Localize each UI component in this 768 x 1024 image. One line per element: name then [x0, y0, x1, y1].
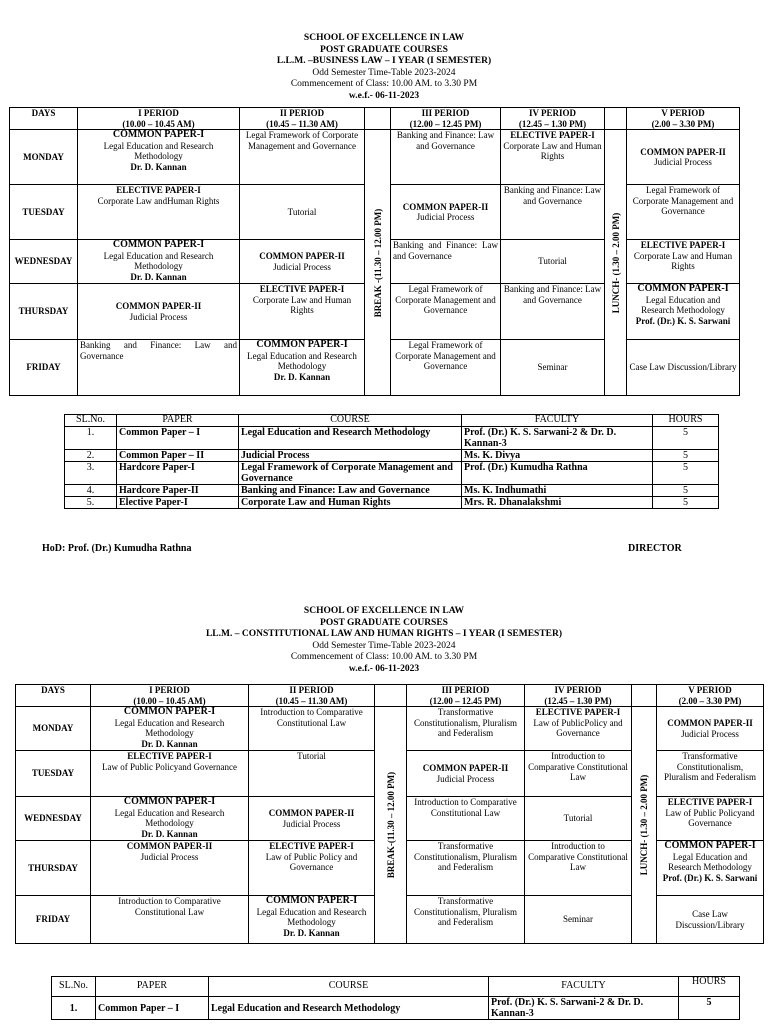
class-cell: COMMON PAPER-II Judicial Process — [627, 130, 740, 185]
lunch-label: LUNCH- (1.30 – 2.00 PM) — [638, 774, 649, 876]
doc2-timetable — [15, 684, 764, 944]
hod-signature: HoD: Prof. (Dr.) Kumudha Rathna — [42, 543, 192, 554]
class-cell: Introduction to Comparative Constitutional Law — [525, 841, 632, 896]
doc1-header — [0, 33, 768, 102]
class-cell: COMMON PAPER-II Judicial Process — [249, 797, 375, 841]
break-band — [365, 130, 391, 396]
class-cell: Introduction to Comparative Constitutional Law — [525, 751, 632, 797]
lunch-label: LUNCH- (1.30 – 2.00 PM) — [610, 212, 621, 313]
course-cell: Banking and Finance: Law and Governance — [239, 484, 462, 496]
course-cell: Legal Framework of Corporate Management and Governance — [239, 461, 462, 484]
period-5-header: V PERIOD (2.00 – 3.30 PM) — [657, 685, 764, 707]
course-header: COURSE — [239, 415, 462, 427]
sl-cell: 1. — [52, 997, 96, 1020]
course-row — [65, 496, 719, 508]
doc2-course-title: LL.M. – CONSTITUTIONAL LAW AND HUMAN RIGHTS – I YEAR (I SEMESTER) — [205, 629, 563, 639]
course-cell: Corporate Law and Human Rights — [239, 496, 462, 508]
paper-cell: Common Paper – II — [117, 449, 239, 461]
faculty-cell: Prof. (Dr.) Kumudha Rathna — [462, 461, 653, 484]
doc2-pg-title: POST GRADUATE COURSES — [320, 617, 448, 628]
class-cell: Banking and Finance: Law and Governance — [501, 284, 605, 340]
course-row — [65, 426, 719, 449]
class-cell: COMMON PAPER-II Judicial Process — [91, 841, 249, 896]
period-3-header: III PERIOD (12.00 – 12.45 PM) — [407, 685, 525, 707]
class-cell: Banking and Finance: Law and Governance — [391, 240, 501, 284]
doc1-course-table — [64, 414, 719, 509]
course-table-header — [65, 415, 719, 427]
doc2-row-monday — [16, 707, 764, 751]
hours-cell: 5 — [653, 484, 719, 496]
class-cell: Legal Framework of Corporate Management and Governance — [627, 185, 740, 240]
course-row — [65, 449, 719, 461]
day-label: TUESDAY — [16, 751, 91, 797]
break-band — [375, 707, 407, 944]
class-cell: COMMON PAPER-I Legal Education and Research Methodology Dr. D. Kannan — [78, 130, 240, 185]
class-cell: Legal Framework of Corporate Management and Governance — [240, 130, 365, 185]
doc2-header — [0, 606, 768, 675]
class-cell: ELECTIVE PAPER-I Corporate Law andHuman Rights — [78, 185, 240, 240]
doc1-header-row — [10, 108, 740, 130]
doc1-pg-title: POST GRADUATE COURSES — [320, 44, 448, 55]
paper-header: PAPER — [96, 977, 209, 997]
class-cell: ELECTIVE PAPER-I Law of Public Policyand Governance — [657, 797, 764, 841]
day-label: FRIDAY — [10, 340, 78, 396]
day-label: WEDNESDAY — [10, 240, 78, 284]
day-label: FRIDAY — [16, 896, 91, 944]
course-row — [52, 997, 740, 1020]
sl-cell: 5. — [65, 496, 117, 508]
class-cell: Legal Framework of Corporate Management and Governance — [391, 340, 501, 396]
hours-cell: 5 — [653, 449, 719, 461]
period-2-header: II PERIOD (10.45 – 11.30 AM) — [249, 685, 375, 707]
lunch-band — [632, 707, 657, 944]
class-cell: Transformative Constitutionalism, Pluralism and Federalism — [407, 896, 525, 944]
class-cell: Case Law Discussion/Library — [657, 896, 764, 944]
class-cell: ELECTIVE PAPER-I Law of Public Policyand Governance — [91, 751, 249, 797]
paper-cell: Common Paper – I — [117, 426, 239, 449]
day-label: THURSDAY — [10, 284, 78, 340]
class-cell: COMMON PAPER-I Legal Education and Research Methodology Dr. D. Kannan — [78, 240, 240, 284]
faculty-cell: Ms. K. Divya — [462, 449, 653, 461]
course-cell: Judicial Process — [239, 449, 462, 461]
paper-cell: Hardcore Paper-I — [117, 461, 239, 484]
class-cell: ELECTIVE PAPER-I Law of PublicPolicy and Governance — [525, 707, 632, 751]
break-gap-header — [375, 685, 407, 707]
class-cell: ELECTIVE PAPER-I Law of Public Policy and Governance — [249, 841, 375, 896]
course-cell: Legal Education and Research Methodology — [239, 426, 462, 449]
class-cell: COMMON PAPER-II Judicial Process — [78, 284, 240, 340]
day-label: THURSDAY — [16, 841, 91, 896]
class-cell: COMMON PAPER-I Legal Education and Research Methodology Dr. D. Kannan — [91, 707, 249, 751]
class-cell: Transformative Constitutionalism, Pluralism and Federalism — [657, 751, 764, 797]
doc2-term: Odd Semester Time-Table 2023-2024 — [312, 640, 456, 651]
class-cell: COMMON PAPER-II Judicial Process — [391, 185, 501, 240]
period-1-header: I PERIOD (10.00 – 10.45 AM) — [91, 685, 249, 707]
doc2-wef: w.e.f.- 06-11-2023 — [348, 663, 420, 674]
class-cell: Introduction to Comparative Constitutional Law — [407, 797, 525, 841]
class-cell: COMMON PAPER-I Legal Education and Research Methodology Prof. (Dr.) K. S. Sarwani — [657, 841, 764, 896]
course-row — [65, 461, 719, 484]
faculty-header: FACULTY — [489, 977, 679, 997]
hours-cell: 5 — [653, 461, 719, 484]
hours-header: HOURS — [679, 977, 740, 997]
class-cell: Banking and Finance: Law and Governance — [501, 185, 605, 240]
period-1-header: I PERIOD (10.00 – 10.45 AM) — [78, 108, 240, 130]
doc1-wef: w.e.f.- 06-11-2023 — [348, 90, 420, 101]
break-label: BREAK -(11.30 – 12.00 PM) — [372, 208, 383, 317]
doc2-course-table — [51, 976, 740, 1020]
director-signature: DIRECTOR — [628, 543, 682, 554]
paper-header: PAPER — [117, 415, 239, 427]
sl-cell: 2. — [65, 449, 117, 461]
sl-header: SL.No. — [52, 977, 96, 997]
class-cell: Tutorial — [240, 185, 365, 240]
day-label: WEDNESDAY — [16, 797, 91, 841]
faculty-cell: Ms. K. Indhumathi — [462, 484, 653, 496]
class-cell: COMMON PAPER-I Legal Education and Research Methodology Prof. (Dr.) K. S. Sarwani — [627, 284, 740, 340]
class-cell: Tutorial — [501, 240, 605, 284]
doc2-header-row — [16, 685, 764, 707]
class-cell: Banking and Finance: Law and Governance — [78, 340, 240, 396]
class-cell: Introduction to Comparative Constitutional Law — [249, 707, 375, 751]
period-2-header: II PERIOD (10.45 – 11.30 AM) — [240, 108, 365, 130]
paper-cell: Hardcore Paper-II — [117, 484, 239, 496]
class-cell: Transformative Constitutionalism, Pluralism and Federalism — [407, 841, 525, 896]
days-header: DAYS — [16, 685, 91, 707]
class-cell: ELECTIVE PAPER-I Corporate Law and Human Rights — [627, 240, 740, 284]
period-4-header: IV PERIOD (12.45 – 1.30 PM) — [501, 108, 605, 130]
hours-cell: 5 — [679, 997, 740, 1020]
doc1-term: Odd Semester Time-Table 2023-2024 — [312, 67, 456, 78]
day-label: MONDAY — [10, 130, 78, 185]
doc1-timetable — [9, 107, 740, 396]
class-cell: Legal Framework of Corporate Management and Governance — [391, 284, 501, 340]
lunch-gap-header — [632, 685, 657, 707]
class-cell: COMMON PAPER-II Judicial Process — [657, 707, 764, 751]
class-cell: COMMON PAPER-I Legal Education and Research Methodology Dr. D. Kannan — [91, 797, 249, 841]
course-table-header — [52, 977, 740, 997]
course-row — [65, 484, 719, 496]
lunch-gap-header — [605, 108, 627, 130]
class-cell: COMMON PAPER-II Judicial Process — [240, 240, 365, 284]
class-cell: Introduction to Comparative Constitutional Law — [91, 896, 249, 944]
day-label: TUESDAY — [10, 185, 78, 240]
class-cell: Case Law Discussion/Library — [627, 340, 740, 396]
period-5-header: V PERIOD (2.00 – 3.30 PM) — [627, 108, 740, 130]
class-cell: Banking and Finance: Law and Governance — [391, 130, 501, 185]
class-cell: Seminar — [525, 896, 632, 944]
class-cell: COMMON PAPER-II Judicial Process — [407, 751, 525, 797]
doc1-school-title: SCHOOL OF EXCELLENCE IN LAW — [303, 33, 465, 43]
doc2-commencement: Commencement of Class: 10.00 AM. to 3.30 PM — [290, 652, 478, 662]
faculty-cell: Mrs. R. Dhanalakshmi — [462, 496, 653, 508]
class-cell: COMMON PAPER-I Legal Education and Research Methodology Dr. D. Kannan — [240, 340, 365, 396]
class-cell: Transformative Constitutionalism, Pluralism and Federalism — [407, 707, 525, 751]
period-4-header: IV PERIOD (12.45 – 1.30 PM) — [525, 685, 632, 707]
class-cell: Seminar — [501, 340, 605, 396]
break-gap-header — [365, 108, 391, 130]
faculty-header: FACULTY — [462, 415, 653, 427]
hours-cell: 5 — [653, 496, 719, 508]
class-cell: ELECTIVE PAPER-I Corporate Law and Human Rights — [501, 130, 605, 185]
hours-header: HOURS — [653, 415, 719, 427]
paper-cell: Elective Paper-I — [117, 496, 239, 508]
doc2-school-title: SCHOOL OF EXCELLENCE IN LAW — [303, 606, 465, 616]
course-cell: Legal Education and Research Methodology — [209, 997, 489, 1020]
class-cell: ELECTIVE PAPER-I Corporate Law and Human Rights — [240, 284, 365, 340]
faculty-cell: Prof. (Dr.) K. S. Sarwani-2 & Dr. D. Kannan-3 — [462, 426, 653, 449]
sl-cell: 1. — [65, 426, 117, 449]
break-label: BREAK-(11.30 – 12.00 PM) — [385, 771, 396, 879]
sl-header: SL.No. — [65, 415, 117, 427]
doc1-course-title: L.L.M. –BUSINESS LAW – I YEAR (I SEMESTER) — [276, 56, 492, 66]
sl-cell: 4. — [65, 484, 117, 496]
doc1-row-monday — [10, 130, 740, 185]
day-label: MONDAY — [16, 707, 91, 751]
course-header: COURSE — [209, 977, 489, 997]
class-cell: COMMON PAPER-I Legal Education and Research Methodology Dr. D. Kannan — [249, 896, 375, 944]
doc1-commencement: Commencement of Class: 10.00 AM. to 3.30 PM — [290, 79, 478, 89]
faculty-cell: Prof. (Dr.) K. S. Sarwani-2 & Dr. D. Kannan-3 — [489, 997, 679, 1020]
sl-cell: 3. — [65, 461, 117, 484]
days-header: DAYS — [10, 108, 78, 130]
class-cell: Tutorial — [249, 751, 375, 797]
class-cell: Tutorial — [525, 797, 632, 841]
period-3-header: III PERIOD (12.00 – 12.45 PM) — [391, 108, 501, 130]
lunch-band — [605, 130, 627, 396]
hours-cell: 5 — [653, 426, 719, 449]
paper-cell: Common Paper – I — [96, 997, 209, 1020]
